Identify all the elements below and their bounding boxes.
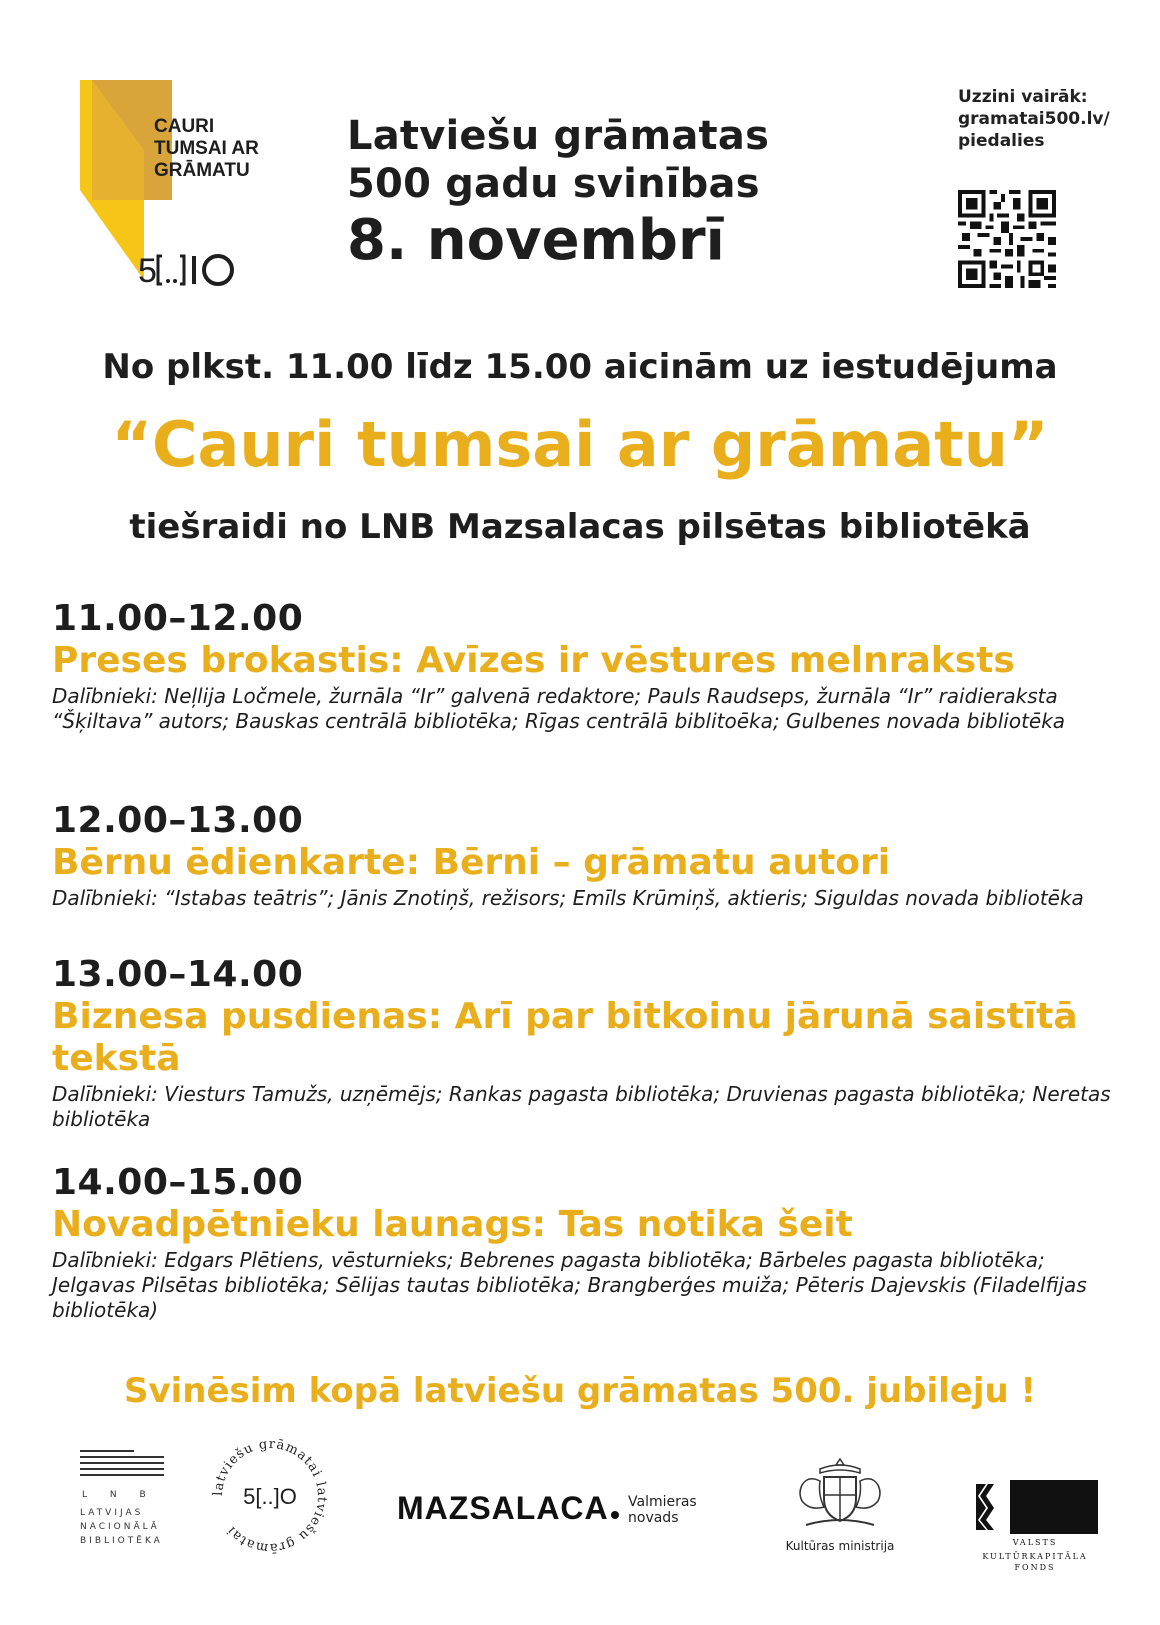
session-heading: Bērnu ēdienkarte: Bērni – grāmatu autori xyxy=(52,842,891,883)
mazsalaca-text: MAZSALACA xyxy=(397,1490,609,1526)
lnb-name-3: BIBLIOTĒKA xyxy=(80,1536,163,1546)
lnb-letters: L N B xyxy=(82,1490,156,1500)
headline-date: 8. novembrī xyxy=(347,208,725,273)
latviesu-gramatai-logo xyxy=(210,1436,330,1556)
logo-title: CAURI TUMSAI AR GRĀMATU xyxy=(154,116,259,181)
broadcast-line: tiešraidi no LNB Mazsalacas pilsētas bibliotēkā xyxy=(129,507,1031,547)
session-1 xyxy=(52,598,1112,734)
headline xyxy=(347,112,867,274)
session-participants: Dalībnieki: Viesturs Tamužs, uzņēmējs; Rankas pagasta bibliotēka; Druvienas pagasta bibliotēka; Neretas bibliotēka xyxy=(52,1082,1111,1131)
session-heading: Novadpētnieku launags: Tas notika šeit xyxy=(52,1204,853,1245)
session-time: 12.00–13.00 xyxy=(52,800,304,841)
svg-text:5: 5 xyxy=(138,252,157,290)
vkkf-line-2: KULTŪRKAPITĀLA FONDS xyxy=(982,1552,1088,1572)
kulturas-ministrija-caption: Kultūras ministrija xyxy=(785,1539,895,1553)
ring-logo-icon xyxy=(210,1436,330,1556)
headline-line-1: Latviešu grāmatas xyxy=(347,113,770,159)
ring-mark: 5[..]O xyxy=(243,1484,297,1509)
session-4 xyxy=(52,1162,1112,1323)
session-time: 11.00–12.00 xyxy=(52,598,304,639)
session-time: 13.00–14.00 xyxy=(52,954,304,995)
more-info-label: Uzzini vairāk: xyxy=(958,87,1088,107)
session-participants: Dalībnieki: “Istabas teātris”; Jānis Znotiņš, režisors; Emīls Krūmiņš, aktieris; Siguldas novada bibliotēka xyxy=(52,886,1084,910)
session-heading: Biznesa pusdienas: Arī par bitkoinu jārunā saistītā tekstā xyxy=(52,996,1078,1079)
vkkf-line-1: VALSTS xyxy=(1012,1538,1058,1547)
lnb-building-icon xyxy=(80,1450,164,1476)
intro-line: No plkst. 11.00 līdz 15.00 aicinām uz iestudējuma xyxy=(102,347,1058,387)
ring-text: latviešu grāmatai latviešu grāmatai xyxy=(210,1436,330,1556)
more-info-link-2[interactable]: piedalies xyxy=(958,131,1045,151)
session-2 xyxy=(52,800,1112,911)
session-heading: Preses brokastis: Avīzes ir vēstures melnraksts xyxy=(52,640,1015,681)
session-participants: Dalībnieki: Edgars Plētiens, vēsturnieks; Bebrenes pagasta bibliotēka; Bārbeles pagasta bibliotēka; Jelgavas Pilsētas bibliotēka; Sēlijas tautas bibliotēka; Brangberģes muiža; Pēteris Dajevskis (Filadelfijas bibliotēka) xyxy=(52,1248,1087,1322)
500-mark-icon xyxy=(138,250,242,290)
mazsalaca-logo xyxy=(397,1490,619,1527)
session-participants: Dalībnieki: Neļlija Ločmele, žurnāla “Ir” galvenā redaktore; Pauls Raudseps, žurnāla “Ir” raidieraksta “Šķiltava” autors; Bauskas centrālā bibliotēka; Rīgas centrālā biblitoēka; Gulbenes novada bibliotēka xyxy=(52,684,1066,733)
closing-line: Svinēsim kopā latviešu grāmatas 500. jubileju ! xyxy=(123,1371,1037,1411)
vkkf-mark-icon xyxy=(970,1480,1098,1534)
session-3 xyxy=(52,954,1112,1132)
lnb-name-1: LATVIJAS xyxy=(80,1508,144,1518)
more-info-link[interactable]: gramatai500.lv/ xyxy=(958,109,1110,129)
dot-icon xyxy=(611,1511,619,1519)
cauri-tumsai-logo xyxy=(80,80,280,290)
event-title: “Cauri tumsai ar grāmatu” xyxy=(111,408,1049,481)
vkkf-logo xyxy=(970,1480,1100,1573)
qr-code-icon[interactable] xyxy=(958,190,1056,292)
valmieras-novads: Valmieras novads xyxy=(628,1494,697,1526)
lnb-name-2: NACIONĀLĀ xyxy=(80,1522,160,1532)
headline-line-2: 500 gadu svinības xyxy=(347,161,760,207)
coat-of-arms-icon xyxy=(792,1455,888,1531)
session-time: 14.00–15.00 xyxy=(52,1162,304,1203)
more-info xyxy=(958,86,1138,152)
lnb-logo xyxy=(80,1450,170,1548)
kulturas-ministrija-logo xyxy=(780,1455,900,1553)
